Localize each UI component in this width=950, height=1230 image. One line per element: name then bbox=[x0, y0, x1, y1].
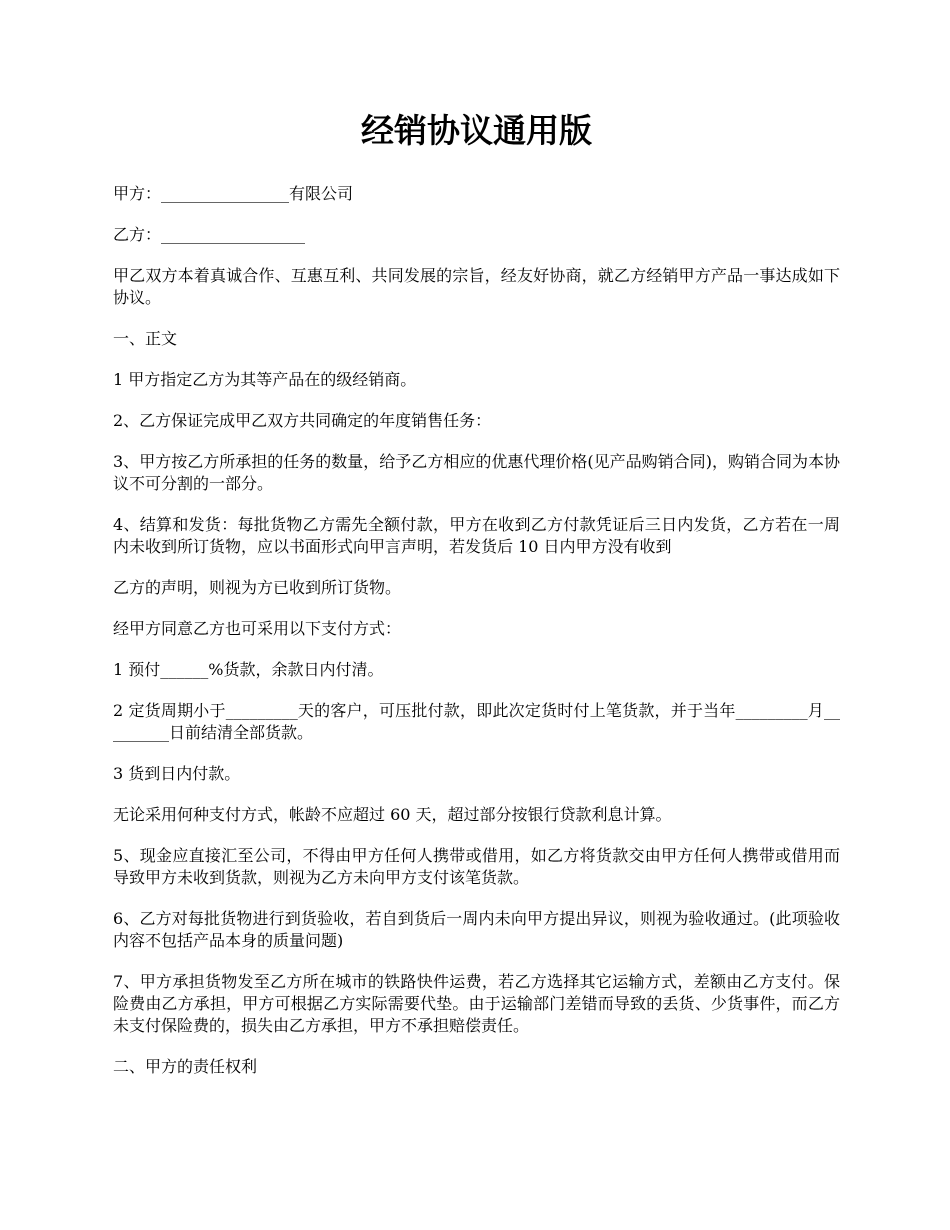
section-heading-party-a-rights: 二、甲方的责任权利 bbox=[113, 1056, 258, 1076]
clause-7: 7、甲方承担货物发至乙方所在城市的铁路快件运费，若乙方选择其它运输方式，差额由乙方支付。保险费由乙方承担，甲方可根据乙方实际需要代垫。由于运输部门差错而导致的丢货、少货事件，而乙方未支付保险费的，损失由乙方承担，甲方不承担赔偿责任。 bbox=[113, 971, 840, 1035]
clause-4-continued: 乙方的声明，则视为方已收到所订货物。 bbox=[113, 577, 402, 597]
payment-option-2: 2 定货周期小于_________天的客户，可压批付款，即此次定货时付上笔货款，并于当年_________月_________日前结清全部货款。 bbox=[113, 700, 840, 742]
clause-5: 5、现金应直接汇至公司，不得由甲方任何人携带或借用，如乙方将货款交由甲方任何人携带或借用而导致甲方未收到货款，则视为乙方未向甲方支付该笔货款。 bbox=[113, 845, 840, 887]
clause-1: 1 甲方指定乙方为其等产品在的级经销商。 bbox=[113, 369, 417, 389]
payment-term-note: 无论采用何种支付方式，帐龄不应超过 60 天，超过部分按银行贷款利息计算。 bbox=[113, 804, 672, 824]
clause-3: 3、甲方按乙方所承担的任务的数量，给予乙方相应的优惠代理价格(见产品购销合同)，购销合同为本协议不可分割的一部分。 bbox=[113, 451, 840, 493]
payment-options-intro: 经甲方同意乙方也可采用以下支付方式： bbox=[113, 618, 402, 638]
payment-option-1: 1 预付______%货款，余款日内付清。 bbox=[113, 659, 384, 679]
party-b-line: 乙方：__________________ bbox=[113, 224, 306, 244]
clause-4: 4、结算和发货：每批货物乙方需先全额付款，甲方在收到乙方付款凭证后三日内发货，乙方若在一周内未收到所订货物，应以书面形式向甲言声明，若发货后 10 日内甲方没有收到 bbox=[113, 514, 840, 556]
document-title: 经销协议通用版 bbox=[361, 111, 592, 150]
clause-6: 6、乙方对每批货物进行到货验收，若自到货后一周内未向甲方提出异议，则视为验收通过。(此项验收内容不包括产品本身的质量问题) bbox=[113, 908, 840, 950]
preamble-paragraph: 甲乙双方本着真诚合作、互惠互利、共同发展的宗旨，经友好协商，就乙方经销甲方产品一事达成如下协议。 bbox=[113, 265, 840, 307]
party-a-line: 甲方：________________有限公司 bbox=[113, 183, 354, 203]
clause-2: 2、乙方保证完成甲乙双方共同确定的年度销售任务： bbox=[113, 410, 492, 430]
section-heading-main-text: 一、正文 bbox=[113, 328, 178, 348]
payment-option-3: 3 货到日内付款。 bbox=[113, 763, 241, 783]
document-page bbox=[113, 110, 840, 1097]
